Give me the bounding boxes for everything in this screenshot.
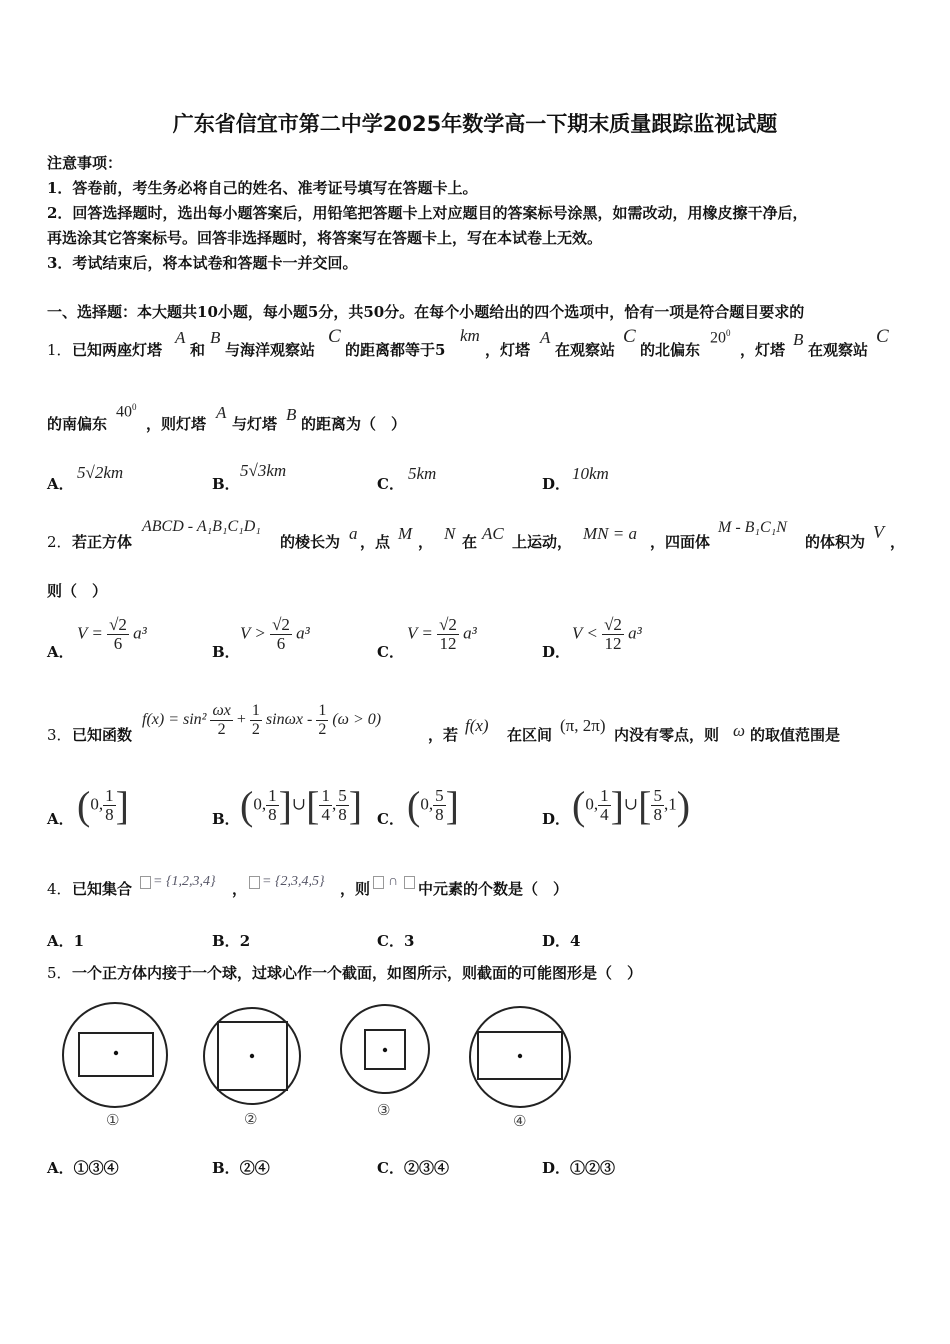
q1-A: A (175, 328, 186, 347)
q2-MN: MN = a (583, 524, 637, 543)
q2-N: N (444, 524, 456, 543)
q1-text-2: 和 (190, 341, 206, 359)
figure-2 (204, 1008, 300, 1128)
q1-option-d-value[interactable]: 10km (572, 464, 609, 483)
q2-V: V (873, 522, 884, 542)
q2-text-7: 的体积为 (805, 533, 866, 551)
q1-text-1: 已知两座灯塔 (72, 341, 163, 359)
q2-text-4: 在 (462, 533, 478, 551)
q2-option-d-value[interactable]: V < $\frac{√2}{12}$ a³ (572, 615, 642, 653)
q2-option-b-value[interactable]: V > $\frac{√2}{6}$ a³ (240, 615, 310, 653)
q1-option-a-label[interactable]: A． (47, 475, 74, 493)
q1-deg40: $40^0$ (116, 402, 137, 421)
q1-text-7: 的北偏东 (640, 341, 701, 359)
q1-line2-text-4: 的距离为（ ） (301, 415, 407, 433)
q1-C2: C (623, 326, 636, 347)
q4-text-4: 中元素的个数是（ ） (418, 880, 569, 898)
q2-line2: 则（ ） (47, 582, 108, 600)
notice-item-2-cont: 再选涂其它答案标号。回答非选择题时，将答案写在答题卡上，写在本试卷上无效。 (47, 229, 603, 247)
q3-option-a-value[interactable]: (0, $\frac{1}{8}$ ] (77, 783, 129, 828)
set-a-ref-placeholder-icon (373, 876, 384, 889)
figure-4 (470, 1007, 570, 1130)
q1-C: C (328, 326, 341, 347)
q2-option-a-label[interactable]: A． (47, 643, 74, 661)
figure-1-label: ① (106, 1111, 120, 1129)
notice-item-1: 1．答卷前，考生务必将自己的姓名、准考证号填写在答题卡上。 (47, 179, 478, 197)
q5-option-b[interactable]: B．②④ (212, 1159, 270, 1177)
q1-line2-text-3: 与灯塔 (232, 415, 278, 433)
q4-number: 4． (47, 880, 72, 898)
q4-text-3: ，则 (340, 880, 371, 898)
q1-text-6: 在观察站 (555, 341, 616, 359)
q3-option-c-value[interactable]: (0, $\frac{5}{8}$ ] (407, 783, 459, 828)
q4-option-d[interactable]: D．4 (542, 932, 581, 950)
set-a-placeholder-icon (140, 876, 151, 889)
q3-option-d-label[interactable]: D． (542, 810, 571, 828)
figure-1 (63, 1003, 167, 1129)
q2-text-8: ， (890, 533, 906, 551)
q1-km: km (460, 326, 480, 345)
q4-text-2: ， (232, 880, 248, 898)
figure-3 (341, 1005, 429, 1119)
q1-deg20: $20^0$ (710, 328, 731, 347)
q3-option-b-value[interactable]: (0, $\frac{1}{8}$ ]∪[ $\frac{1}{4}$ , $\frac{5}{8}$ ] (240, 783, 363, 828)
q2-text-2: 的棱长为 (280, 533, 341, 551)
q1-text-3: 与海洋观察站 (225, 341, 316, 359)
q5-option-c[interactable]: C．②③④ (377, 1159, 449, 1177)
q1-text-4: 的距离都等于5 (345, 341, 446, 359)
q1-C3: C (876, 326, 889, 347)
q1-text-9: 在观察站 (808, 341, 869, 359)
q3-text-5: 的取值范围是 (750, 726, 841, 744)
q5-option-d[interactable]: D．①②③ (542, 1159, 616, 1177)
q1-B: B (210, 328, 221, 347)
set-b-placeholder-icon (249, 876, 260, 889)
q1-A2: A (540, 328, 551, 347)
q4-set-b: = {2,3,4,5} (262, 874, 325, 889)
q3-option-d-value[interactable]: (0, $\frac{1}{4}$ ]∪[ $\frac{5}{8}$ ,1) (572, 783, 691, 828)
figure-3-label: ③ (377, 1101, 391, 1119)
q2-M: M (398, 524, 413, 543)
q3-text-1: 已知函数 (72, 726, 133, 744)
q3-text-2: ，若 (428, 726, 459, 744)
q1-option-b-value[interactable]: 5√3km (240, 461, 287, 480)
q3-option-c-label[interactable]: C． (377, 810, 404, 828)
q3-interval: (π, 2π) (560, 716, 606, 735)
page-title: 广东省信宜市第二中学2025年数学高一下期末质量跟踪监视试题 (172, 112, 778, 136)
q2-comma: ， (418, 533, 434, 551)
q3-number: 3． (47, 726, 72, 744)
q2-tet: M - B₁C₁N (718, 519, 787, 536)
q1-text-5: ，灯塔 (485, 341, 531, 359)
section-heading: 一、选择题：本大题共10小题，每小题5分，共50分。在每个小题给出的四个选项中，恰有一项是符合题目要求的 (47, 303, 805, 321)
q2-option-c-label[interactable]: C． (377, 643, 404, 661)
figure-4-label: ④ (513, 1112, 527, 1130)
q5-figure (0, 995, 950, 1135)
q5-text: 一个正方体内接于一个球，过球心作一个截面，如图所示，则截面的可能图形是（ ） (72, 964, 643, 982)
q2-a: a (349, 524, 358, 543)
figure-2-label: ② (244, 1110, 258, 1128)
q2-text-5: 上运动， (512, 533, 573, 551)
q1-option-c-label[interactable]: C． (377, 475, 404, 493)
q2-cube: ABCD - A₁B₁C₁D₁ (142, 518, 261, 535)
q4-option-b[interactable]: B．2 (212, 932, 251, 950)
q3-text-4: 内没有零点，则 (614, 726, 720, 744)
q2-text-3: ，点 (360, 533, 391, 551)
q3-function: f(x) = sin² $\frac{\omega x}{2}$ + $\frac{1}{2}$ sinωx - $\frac{1}{2}$ (ω > 0) (142, 702, 382, 738)
q2-text-1: 若正方体 (72, 533, 133, 551)
q2-option-c-value[interactable]: V = $\frac{√2}{12}$ a³ (407, 615, 477, 653)
q3-fx: f(x) (465, 716, 489, 735)
q2-text-6: ，四面体 (650, 533, 711, 551)
q2-AC: AC (482, 524, 504, 543)
set-b-ref-placeholder-icon (404, 876, 415, 889)
q2-option-b-label[interactable]: B． (212, 643, 240, 661)
q1-line2-text-2: ，则灯塔 (146, 415, 207, 433)
q4-text-1: 已知集合 (72, 880, 133, 898)
notice-heading: 注意事项： (47, 154, 123, 172)
q1-text-8: ，灯塔 (740, 341, 786, 359)
q3-option-a-label[interactable]: A． (47, 810, 74, 828)
q1-option-a-value[interactable]: 5√2km (77, 463, 124, 482)
q1-number: 1． (47, 341, 72, 359)
q1-B2: B (793, 330, 804, 349)
notice-item-3: 3．考试结束后，将本试卷和答题卡一并交回。 (47, 254, 358, 272)
notice-item-2: 2．回答选择题时，选出每小题答案后，用铅笔把答题卡上对应题目的答案标号涂黑，如需改动，用橡皮擦干净后， (47, 204, 808, 222)
q1-line2-text-1: 的南偏东 (47, 415, 108, 433)
q2-number: 2． (47, 533, 72, 551)
q3-omega: ω (733, 721, 746, 740)
q5-number: 5． (47, 964, 72, 982)
q1-line2-A: A (216, 403, 227, 422)
q4-intersection: ∩ (388, 874, 399, 889)
q1-option-c-value[interactable]: 5km (408, 464, 437, 483)
q4-option-a[interactable]: A．1 (47, 932, 85, 950)
q1-option-d-label[interactable]: D． (542, 475, 571, 493)
q3-text-3: 在区间 (507, 726, 553, 744)
q1-line2-B: B (286, 405, 297, 424)
q2-option-a-value[interactable]: V = $\frac{√2}{6}$ a³ (77, 615, 147, 653)
q3-option-b-label[interactable]: B． (212, 810, 240, 828)
q5-option-a[interactable]: A．①③④ (47, 1159, 119, 1177)
q2-option-d-label[interactable]: D． (542, 643, 571, 661)
q4-set-a: = {1,2,3,4} (153, 874, 216, 889)
q1-option-b-label[interactable]: B． (212, 475, 240, 493)
q4-option-c[interactable]: C．3 (377, 932, 415, 950)
